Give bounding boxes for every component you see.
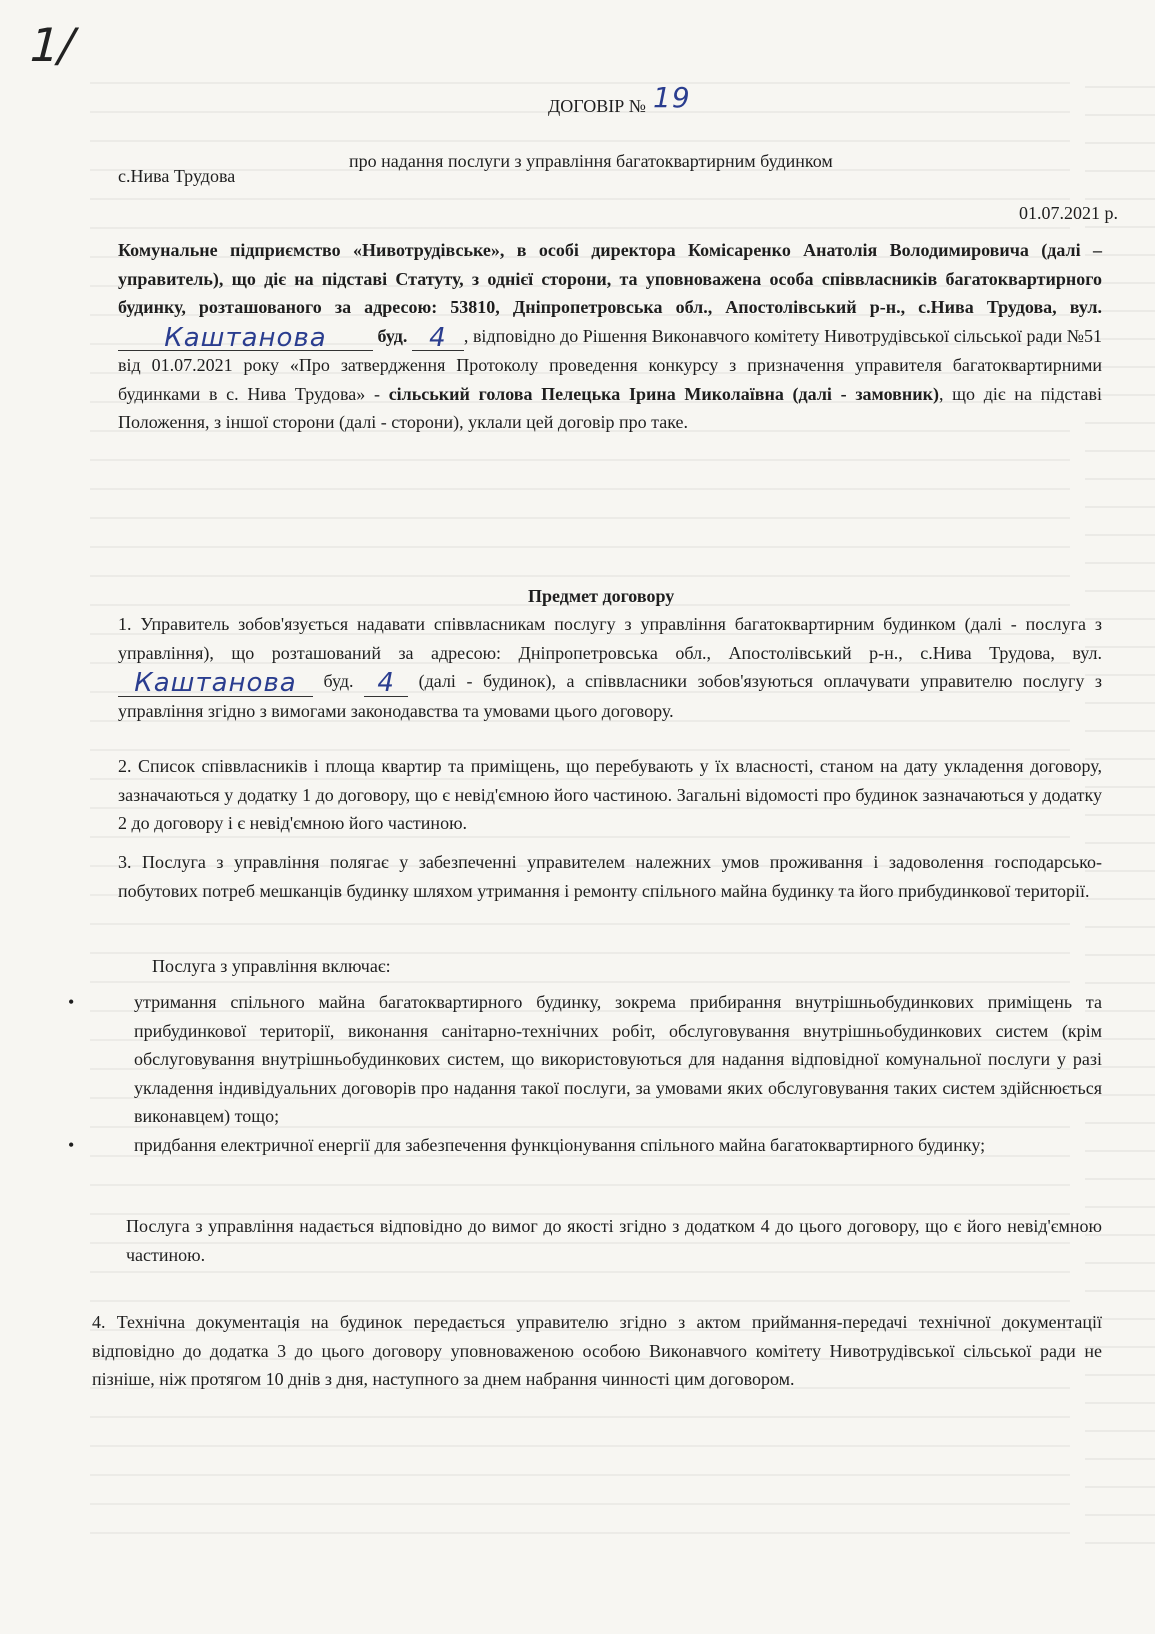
quality-paragraph: Послуга з управління надається відповідно до вимог до якості згідно з додатком 4 до цього договору, що є його невід'ємною частиною. <box>126 1216 1102 1265</box>
clause-1-text-a: 1. Управитель зобов'язується надавати співвласникам послугу з управління багатоквартирним будинком (далі - послуга з управління), що розташований за адресою: Дніпропетровська обл., Апостолівський р-н., с.Нива Трудова, вул. <box>118 614 1102 663</box>
clause-1-house-handwritten: 4 <box>377 668 395 698</box>
clause-1-house-label: буд. <box>323 671 354 691</box>
list-item: • утримання спільного майна багатоквартирного будинку, зокрема прибирання внутрішньобудинкових приміщень та прибудинкової території, виконання санітарно-технічних робіт, обслуговування внутрішньобудинкових систем (крім обслуговування внутрішньобудинкових систем, що використовуються для надання відповідної комунальної послуги у разі укладення індивідуальних договорів про надання такої послуги, за умовами яких обслуговування таких систем здійснюється виконавцем) тощо; <box>96 988 1102 1131</box>
clause-1-text-c: (далі - будинок), а співвласники зобов'язуються оплачувати управителю послугу з управління згідно з вимогами законодавства та умовами цього договору. <box>118 671 1103 721</box>
street-field <box>118 322 373 352</box>
section-title: Предмет договору <box>528 586 675 606</box>
clause-1-street-handwritten: Каштанова <box>134 668 297 698</box>
contract-place: с.Нива Трудова <box>118 166 236 186</box>
contract-date: 01.07.2021 р. <box>1019 203 1118 223</box>
preamble-decision: , відповідно до Рішення Виконавчого комітету Нивотрудівської сільської ради №51 від 01.07.2021 року «Про затвердження Протоколу проведення конкурсу з призначення управителя багатоквартирними будинками в с. Нива Трудова» - <box>118 325 1102 404</box>
contract-title <box>548 81 691 116</box>
house-label: буд. <box>377 325 408 346</box>
clause-1-house-field <box>364 667 408 697</box>
clause-1 <box>118 610 1102 725</box>
contract-title-prefix: ДОГОВІР № <box>548 96 646 116</box>
clause-1-street-field <box>118 667 313 697</box>
house-handwritten: 4 <box>429 322 447 353</box>
clause-2: 2. Список співвласників і площа квартир та приміщень, що перебувають у їх власності, станом на дату укладення договору, зазначаються у додатку 1 до договору, що є невід'ємною його частиною. Загальні відомості про будинок зазначаються у додатку 2 до договору і є невід'ємною його частиною. <box>118 756 1102 833</box>
contract-number-handwritten: 19 <box>653 81 691 114</box>
preamble-closing: , що діє на підставі Положення, з іншої сторони (далі - сторони), уклали цей договір про таке. <box>118 383 1102 432</box>
preamble-paragraph <box>118 236 1102 437</box>
contract-subtitle: про надання послуги з управління багатоквартирним будинком <box>349 151 833 171</box>
handwritten-corner-mark: 1/ <box>23 18 82 72</box>
list-item: • придбання електричної енергії для забезпечення функціонування спільного майна багатоквартирного будинку; <box>96 1131 1102 1160</box>
clause-3: 3. Послуга з управління полягає у забезпеченні управителем належних умов проживання і задоволення господарсько-побутових потреб мешканців будинку шляхом утримання і ремонту спільного майна будинку та його прибудинкової території. <box>118 852 1102 901</box>
preamble-parties: Комунальне підприємство «Нивотрудівське», в особі директора Комісаренко Анатолія Володимировича (далі – управитель), що діє на підставі Статуту, з однієї сторони, та уповноважена особа співвласників багатоквартирного будинку, розташованого за адресою: 53810, Дніпропетровська обл., Апостолівський р-н., с.Нива Трудова, вул. <box>118 240 1102 317</box>
services-include-label: Послуга з управління включає: <box>152 956 391 976</box>
house-field <box>412 322 464 352</box>
services-list <box>96 988 1102 1159</box>
clause-4: 4. Технічна документація на будинок передається управителю згідно з актом приймання-передачі технічної документації відповідно до додатка 3 до цього договору уповноваженою особою Виконавчого комітету Нивотрудівської сільської ради не пізніше, ніж протягом 10 днів з дня, наступного за днем набрання чинності цим договором. <box>92 1312 1102 1389</box>
preamble-customer: сільський голова Пелецька Ірина Миколаївна (далі - замовник) <box>388 383 939 404</box>
street-handwritten: Каштанова <box>164 322 327 353</box>
